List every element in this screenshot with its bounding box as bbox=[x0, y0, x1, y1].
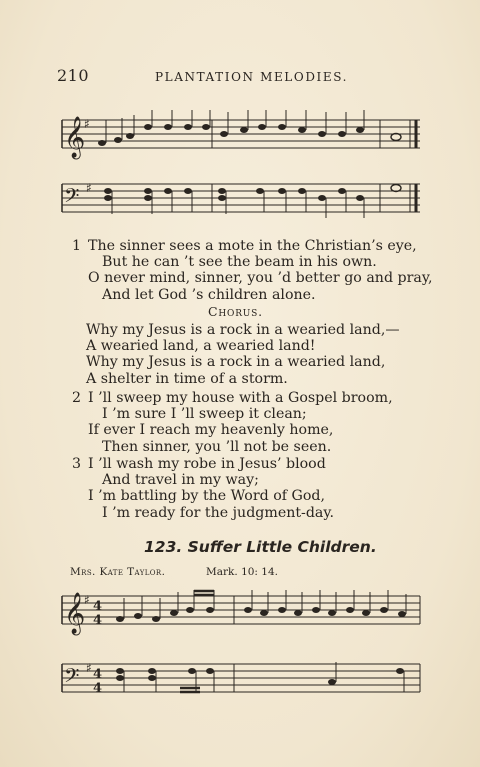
verse-line: And let God ’s children alone. bbox=[102, 286, 316, 303]
time-sig-bottom: 4 bbox=[93, 681, 103, 696]
verse-line: If ever I reach my heavenly home, bbox=[88, 422, 334, 439]
music-staff-treble-bottom bbox=[60, 586, 422, 646]
verse-line: Then sinner, you ’ll not be seen. bbox=[102, 438, 332, 455]
svg-text:♯: ♯ bbox=[84, 593, 90, 607]
verse-line: I ’m ready for the judgment-day. bbox=[102, 504, 335, 521]
verse-line: I ’ll sweep my house with a Gospel broom, bbox=[88, 390, 393, 406]
music-staff-bass-top bbox=[60, 176, 422, 224]
music-staff-treble-top bbox=[60, 110, 422, 162]
verse-line: I ’m sure I ’ll sweep it clean; bbox=[102, 406, 307, 423]
svg-text:♯: ♯ bbox=[84, 117, 90, 131]
time-sig-top: 4 bbox=[93, 667, 103, 682]
stanza-3 bbox=[72, 456, 334, 521]
stanza-number: 1 bbox=[72, 238, 82, 254]
svg-text:𝄢: 𝄢 bbox=[64, 664, 80, 692]
verse-line: O never mind, sinner, you ’d better go and pray, bbox=[88, 270, 433, 287]
svg-text:♯: ♯ bbox=[86, 661, 92, 675]
time-sig-bottom: 4 bbox=[93, 613, 103, 628]
svg-text:𝄞: 𝄞 bbox=[64, 117, 86, 158]
verse-line: I ’ll wash my robe in Jesus’ blood bbox=[88, 456, 326, 472]
stanza-number: 2 bbox=[72, 390, 82, 406]
hymn-author: Mrs. Kate Taylor. bbox=[70, 566, 166, 578]
verse-line: But he can ’t see the beam in his own. bbox=[102, 254, 377, 271]
music-staff-bass-bottom bbox=[60, 658, 422, 698]
verse-line: Why my Jesus is a rock in a wearied land, bbox=[86, 354, 386, 371]
verse-line: The sinner sees a mote in the Christian’s eye, bbox=[88, 238, 417, 254]
svg-text:♯: ♯ bbox=[86, 181, 92, 195]
verse-line: A shelter in time of a storm. bbox=[86, 370, 288, 387]
verse-line: Why my Jesus is a rock in a wearied land,— bbox=[86, 322, 400, 338]
chorus bbox=[86, 322, 400, 387]
verse-line: I ’m battling by the Word of God, bbox=[88, 488, 325, 505]
verse-line: A wearied land, a wearied land! bbox=[86, 338, 316, 355]
verse-line: And travel in my way; bbox=[102, 472, 259, 489]
running-head: PLANTATION MELODIES. bbox=[155, 70, 349, 84]
page-number: 210 bbox=[57, 66, 90, 85]
scripture-reference: Mark. 10: 14. bbox=[206, 566, 279, 578]
svg-text:𝄢: 𝄢 bbox=[64, 184, 80, 212]
hymn-title: 123. Suffer Little Children. bbox=[144, 538, 377, 556]
chorus-heading: Chorus. bbox=[208, 304, 263, 319]
time-sig-top: 4 bbox=[93, 599, 103, 614]
stanza-1 bbox=[72, 238, 433, 303]
svg-text:𝄞: 𝄞 bbox=[64, 593, 86, 634]
stanza-2 bbox=[72, 390, 393, 455]
stanza-number: 3 bbox=[72, 456, 82, 472]
